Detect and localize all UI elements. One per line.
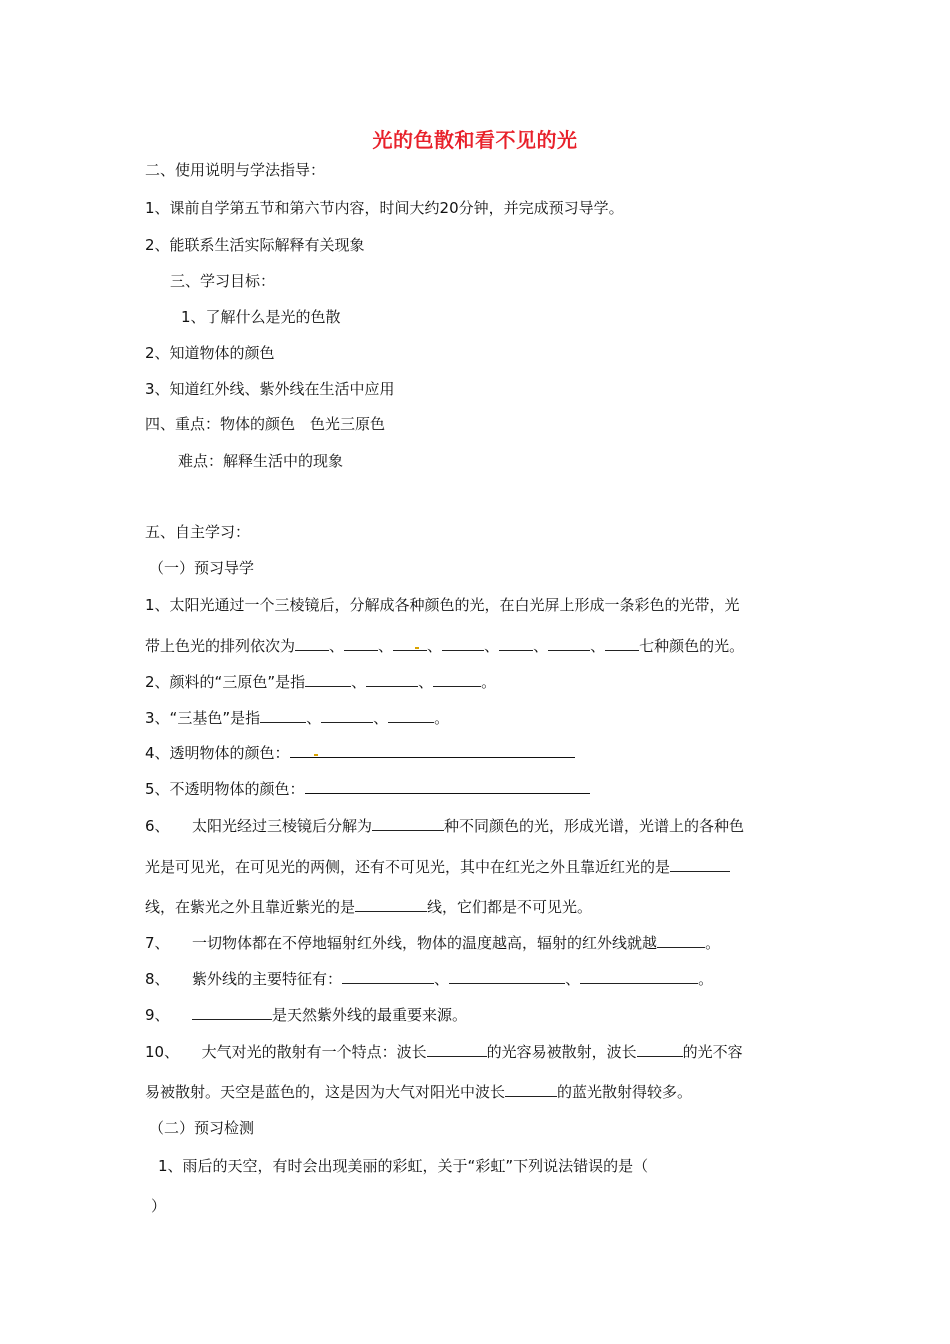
question-10-line-a: 10、 大气对光的散射有一个特点：波长 的光容易被散射，波长 的光不容 <box>145 1043 743 1061</box>
section-2-heading: 二、使用说明与学法指导： <box>145 161 326 179</box>
goal-line-1: 1、了解什么是光的色散 <box>181 308 341 326</box>
question-4: 4、透明物体的颜色： <box>145 743 575 763</box>
answer-blank[interactable] <box>548 636 590 651</box>
document-title: 光的色散和看不见的光 <box>372 128 578 152</box>
question-9: 9、 是天然紫外线的最重要来源。 <box>145 1006 468 1024</box>
test-question-1-close: ） <box>151 1197 167 1215</box>
answer-blank[interactable] <box>499 636 533 651</box>
answer-blank[interactable] <box>192 1005 272 1020</box>
answer-blank[interactable] <box>342 969 434 984</box>
answer-blank[interactable] <box>657 933 705 948</box>
question-10-line-b: 易被散射。天空是蓝色的，这是因为大气对阳光中波长 的蓝光散射得较多。 <box>145 1083 693 1101</box>
answer-blank[interactable] <box>670 857 730 872</box>
answer-blank[interactable] <box>295 636 329 651</box>
answer-blank[interactable] <box>580 969 698 984</box>
answer-blank[interactable] <box>366 672 418 687</box>
difficult-points: 难点：解释生活中的现象 <box>178 452 344 470</box>
question-6-line-c: 线，在紫光之外且靠近紫光的是 线，它们都是不可见光。 <box>145 898 593 916</box>
answer-blank[interactable] <box>355 897 427 912</box>
answer-blank[interactable] <box>505 1082 557 1097</box>
test-question-1: 1、雨后的天空，有时会出现美丽的彩虹，关于“彩虹”下列说法错误的是（ <box>158 1157 649 1175</box>
answer-blank[interactable] <box>305 779 590 794</box>
answer-blank[interactable] <box>260 708 306 723</box>
subsection-preview-guide: （一）预习导学 <box>149 559 255 577</box>
answer-blank[interactable] <box>393 636 427 651</box>
question-1-line-b: 带上色光的排列依次为 、 、 、 、 、 、 七种颜色的光。 <box>145 637 745 655</box>
question-6-line-a: 6、 太阳光经过三棱镜后分解为 种不同颜色的光，形成光谱，光谱上的各种色 <box>145 817 745 835</box>
section-5-heading: 五、自主学习： <box>145 523 251 541</box>
question-7: 7、 一切物体都在不停地辐射红外线，物体的温度越高，辐射的红外线就越 。 <box>145 934 721 952</box>
answer-blank[interactable] <box>433 672 481 687</box>
answer-blank[interactable] <box>344 636 378 651</box>
answer-blank[interactable] <box>442 636 484 651</box>
subsection-preview-test: （二）预习检测 <box>149 1119 255 1137</box>
answer-blank[interactable] <box>305 672 351 687</box>
question-2: 2、颜料的“三原色”是指 、 、 。 <box>145 673 497 691</box>
goal-line-3: 3、知道红外线、紫外线在生活中应用 <box>145 380 395 398</box>
question-8: 8、 紫外线的主要特征有： 、 、 。 <box>145 970 714 988</box>
key-points: 四、重点：物体的颜色 色光三原色 <box>145 415 386 433</box>
answer-blank[interactable] <box>290 743 575 758</box>
answer-blank[interactable] <box>372 816 444 831</box>
instruction-line-2: 2、能联系生活实际解释有关现象 <box>145 236 365 254</box>
instruction-line-1: 1、课前自学第五节和第六节内容，时间大约20分钟，并完成预习导学。 <box>145 199 624 217</box>
question-5: 5、不透明物体的颜色： <box>145 779 590 799</box>
question-3: 3、“三基色”是指 、 、 。 <box>145 709 450 727</box>
question-6-line-b: 光是可见光，在可见光的两侧，还有不可见光，其中在红光之外且靠近红光的是 <box>145 857 730 877</box>
section-3-heading: 三、学习目标： <box>170 272 276 290</box>
goal-line-2: 2、知道物体的颜色 <box>145 344 275 362</box>
question-1-line-a: 1、太阳光通过一个三棱镜后，分解成各种颜色的光，在白光屏上形成一条彩色的光带，光 <box>145 596 740 614</box>
answer-blank[interactable] <box>321 708 373 723</box>
answer-blank[interactable] <box>427 1042 487 1057</box>
answer-blank[interactable] <box>637 1042 683 1057</box>
answer-blank[interactable] <box>449 969 565 984</box>
answer-blank[interactable] <box>388 708 434 723</box>
answer-blank[interactable] <box>605 636 639 651</box>
